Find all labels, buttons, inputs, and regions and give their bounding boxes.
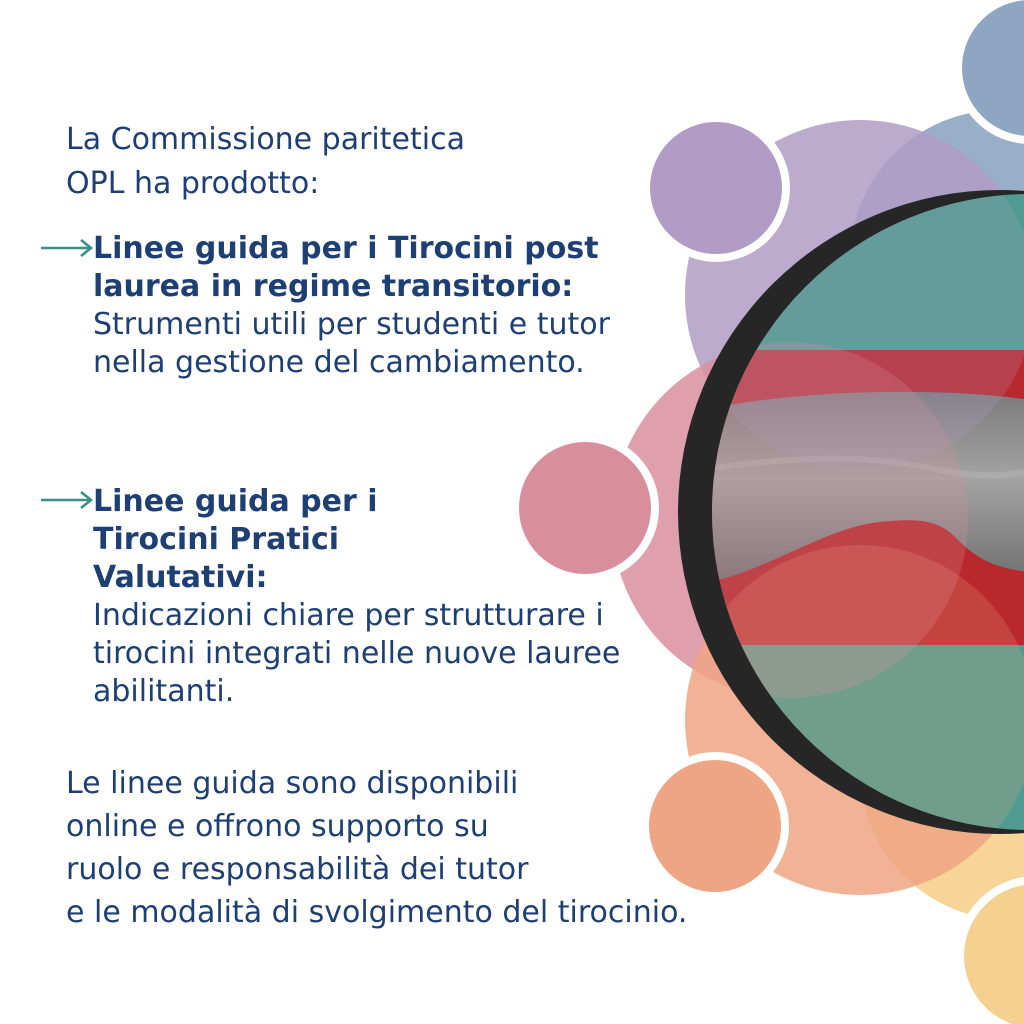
guideline-description: Strumenti utili per studenti e tutor nella gestione del cambiamento.: [93, 307, 610, 380]
closing-text: [66, 762, 1006, 934]
intro-text: [66, 118, 666, 206]
closing-line-2: online e offrono supporto su: [66, 809, 489, 844]
closing-line-3: ruolo e responsabilità dei tutor: [66, 852, 529, 887]
arrow-right-icon: [40, 238, 94, 258]
guideline-heading: Linee guida per i Tirocini post laurea in regime transitorio:: [93, 231, 599, 304]
guideline-heading: Linee guida per i Tirocini Pratici Valutativi:: [93, 484, 378, 595]
intro-line-2: OPL ha prodotto:: [66, 166, 320, 201]
arrow-right-icon: [40, 490, 94, 510]
closing-line-1: Le linee guida sono disponibili: [66, 766, 519, 801]
guideline-item-tpv: [93, 483, 653, 711]
guideline-description: Indicazioni chiare per strutturare i tirocini integrati nelle nuove lauree abilitanti.: [93, 598, 621, 709]
closing-line-4: e le modalità di svolgimento del tirocinio.: [66, 895, 688, 930]
guideline-item-transitory: [93, 230, 713, 382]
intro-line-1: La Commissione paritetica: [66, 122, 465, 157]
